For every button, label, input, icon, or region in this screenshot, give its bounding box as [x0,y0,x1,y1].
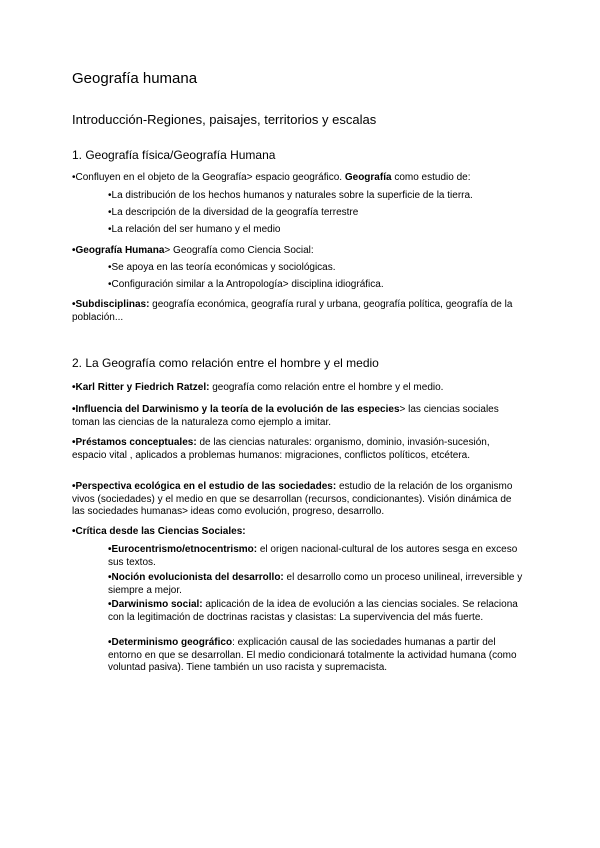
geografia-humana-bold: •Geografía Humana [72,245,165,256]
darwinismo-paragraph [72,404,518,429]
document-title: Geografía humana [72,70,198,87]
critica-item [108,544,528,569]
critica-item-bold: •Determinismo geográfico [108,637,233,648]
critica-item-text: el origen nacional-cultural de los autores sesga en exceso sus textos. [108,544,518,568]
sub-item: •La distribución de los hechos humanos y naturales sobre la superficie de la tierra. [108,190,473,201]
perspectiva-bold: •Perspectiva ecológica en el estudio de las sociedades: [72,481,337,492]
critica-item-text: : explicación causal de las sociedades humanas a partir del entorno en que se desarrollan. El medio condicionará totalmente la actividad humana (como voluntad pasiva). Tiene también un uso racista y supremacista. [108,637,517,673]
section-1-heading: 1. Geografía física/Geografía Humana [72,148,276,162]
critica-item-bold: •Darwinismo social: [108,599,203,610]
critica-item-bold: •Noción evolucionista del desarrollo: [108,572,284,583]
darwinismo-bold: •Influencia del Darwinismo y la teoría de la evolución de las especies [72,404,400,415]
sub-item: •La relación del ser humano y el medio [108,224,281,235]
confluyen-text: •Confluyen en el objeto de la Geografía> espacio geográfico. [72,172,345,183]
critica-item-text: aplicación de la idea de evolución a las ciencias sociales. Se relaciona con la legitimación de doctrinas racistas y clasistas: La supervivencia del más fuerte. [108,599,518,623]
subdisciplinas-text: geografía económica, geografía rural y urbana, geografía política, geografía de la población... [72,299,513,323]
sub-item: •La descripción de la diversidad de la geografía terrestre [108,207,359,218]
humana-item: •Configuración similar a la Antropología> disciplina idiográfica. [108,279,384,290]
ritter-text: geografía como relación entre el hombre y el medio. [209,382,444,393]
geografia-humana-paragraph [72,245,518,258]
prestamos-bold: •Préstamos conceptuales: [72,437,197,448]
prestamos-text: de las ciencias naturales: organismo, dominio, invasión-sucesión, espacio vital , aplicados a problemas humanos: migraciones, conflictos políticos, etcétera. [72,437,490,461]
confluyen-text-end: como estudio de: [391,172,471,183]
ritter-bold: •Karl Ritter y Fiedrich Ratzel: [72,382,210,393]
critica-item [108,599,528,624]
humana-item: •Se apoya en las teoría económicas y sociológicas. [108,262,336,273]
perspectiva-paragraph [72,481,518,519]
subdisciplinas-bold: •Subdisciplinas: [72,299,150,310]
critica-item [108,637,528,675]
subdisciplinas-paragraph [72,299,518,324]
ritter-paragraph [72,382,518,395]
perspectiva-text: estudio de la relación de los organismo vivos (sociedades) y el medio en que se desarrollan (recursos, condicionantes). Visión dinámica de las sociedades humanas> ideas como evolución, progreso, desarrollo. [72,481,513,517]
prestamos-paragraph [72,437,518,462]
confluyen-paragraph [72,172,518,185]
darwinismo-text: > las ciencias sociales toman las ciencias de la naturaleza como ejemplo a imitar. [72,404,499,428]
confluyen-bold: Geografía [344,172,392,183]
critica-heading [72,526,518,539]
critica-heading-bold: •Crítica desde las Ciencias Sociales: [72,526,246,537]
critica-item-text: el desarrollo como un proceso unilineal, irreversible y siempre a mejor. [108,572,523,596]
document-subtitle: Introducción-Regiones, paisajes, territorios y escalas [72,112,377,127]
section-2-heading: 2. La Geografía como relación entre el hombre y el medio [72,356,379,370]
critica-item [108,572,528,597]
geografia-humana-text: > Geografía como Ciencia Social: [164,245,314,256]
critica-item-bold: •Eurocentrismo/etnocentrismo: [108,544,258,555]
